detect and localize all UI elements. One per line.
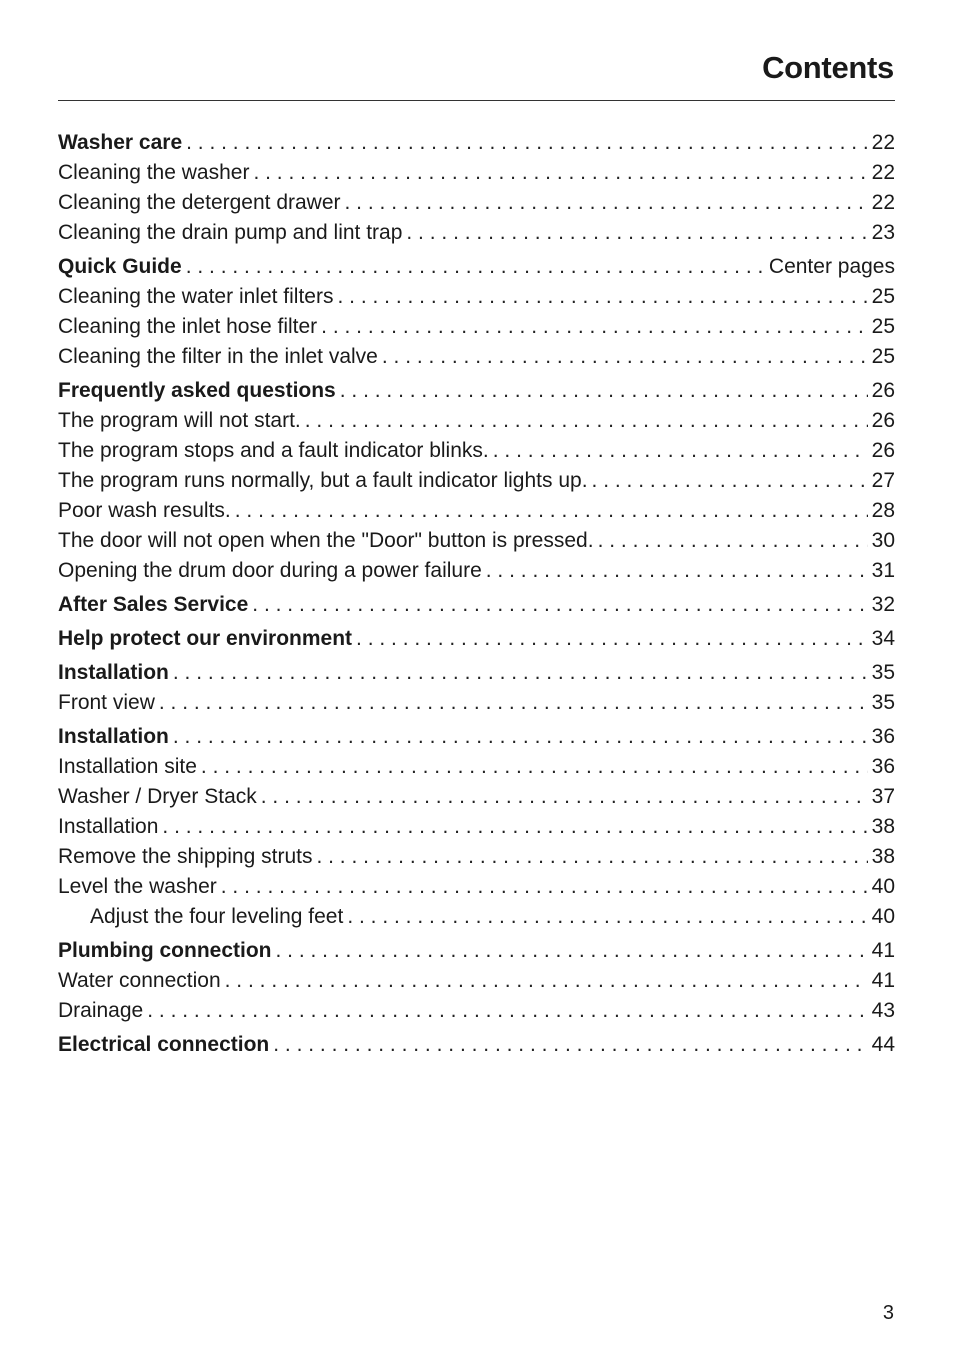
toc-entry-label: Electrical connection <box>58 1033 270 1056</box>
toc-entry <box>58 218 895 248</box>
toc-entry <box>58 556 895 586</box>
toc-entry-page: 23 <box>871 221 895 244</box>
toc-entry <box>58 436 895 466</box>
toc-entry-label: Cleaning the drain pump and lint trap <box>58 221 403 244</box>
toc-entry-label: Installation <box>58 661 169 684</box>
title-divider <box>58 100 895 101</box>
toc-entry-label: Adjust the four leveling feet <box>90 905 344 928</box>
toc-entry-page: 25 <box>871 285 895 308</box>
toc-leader-dots <box>147 996 867 1026</box>
toc-entry-page: 34 <box>871 627 895 650</box>
toc-leader-dots <box>486 556 868 586</box>
toc-entry-page: 37 <box>871 785 895 808</box>
toc-leader-dots <box>273 1030 867 1060</box>
toc-leader-dots <box>186 252 765 282</box>
toc-entry-page: 25 <box>871 315 895 338</box>
toc-entry-label: Washer / Dryer Stack <box>58 785 257 808</box>
toc-entry-page: 35 <box>871 661 895 684</box>
toc-entry <box>58 188 895 218</box>
toc-entry-page: 40 <box>871 905 895 928</box>
toc-section-entry <box>58 722 895 752</box>
toc-entry-page: 44 <box>871 1033 895 1056</box>
toc-leader-dots <box>592 466 868 496</box>
toc-section-entry <box>58 624 895 654</box>
toc-entry-page: 38 <box>871 845 895 868</box>
toc-leader-dots <box>321 312 867 342</box>
toc-entry-label: Installation <box>58 725 169 748</box>
toc-entry <box>58 158 895 188</box>
toc-entry-label: The program will not start. <box>58 409 301 432</box>
toc-leader-dots <box>261 782 868 812</box>
toc-entry-page: 36 <box>871 755 895 778</box>
toc-entry <box>58 282 895 312</box>
toc-leader-dots <box>186 128 868 158</box>
toc-entry-label: Quick Guide <box>58 255 182 278</box>
toc-entry <box>58 688 895 718</box>
toc-entry-label: After Sales Service <box>58 593 249 616</box>
toc-entry-page: 30 <box>871 529 895 552</box>
toc-entry <box>58 966 895 996</box>
toc-entry-page: 22 <box>871 191 895 214</box>
toc-entry-label: Drainage <box>58 999 144 1022</box>
toc-entry <box>58 872 895 902</box>
toc-entry-page: 35 <box>871 691 895 714</box>
toc-leader-dots <box>235 496 868 526</box>
toc-leader-dots <box>345 188 868 218</box>
toc-entry-label: Plumbing connection <box>58 939 272 962</box>
toc-entry-label: Cleaning the detergent drawer <box>58 191 341 214</box>
toc-entry-page: 43 <box>871 999 895 1022</box>
toc-entry-label: Help protect our environment <box>58 627 353 650</box>
toc-leader-dots <box>253 158 867 188</box>
toc-section-entry <box>58 1030 895 1060</box>
toc-entry-label: Cleaning the washer <box>58 161 250 184</box>
toc-entry-label: Installation <box>58 815 159 838</box>
toc-entry-page: 41 <box>871 969 895 992</box>
toc-leader-dots <box>347 902 867 932</box>
toc-leader-dots <box>340 376 868 406</box>
toc-entry-label: Cleaning the filter in the inlet valve <box>58 345 378 368</box>
toc-leader-dots <box>201 752 868 782</box>
toc-leader-dots <box>162 812 867 842</box>
toc-entry-page: 31 <box>871 559 895 582</box>
toc-entry <box>58 406 895 436</box>
toc-entry-label: Front view <box>58 691 155 714</box>
toc-leader-dots <box>276 936 868 966</box>
toc-entry-label: The program runs normally, but a fault indicator lights up. <box>58 469 588 492</box>
toc-section-entry <box>58 376 895 406</box>
toc-entry-page: 28 <box>871 499 895 522</box>
toc-entry-label: Washer care <box>58 131 183 154</box>
toc-section-entry <box>58 658 895 688</box>
toc-entry <box>58 466 895 496</box>
toc-entry <box>58 312 895 342</box>
toc-entry <box>58 902 895 932</box>
toc-entry-label: Cleaning the water inlet filters <box>58 285 334 308</box>
toc-entry-page: 26 <box>871 379 895 402</box>
toc-entry-label: Installation site <box>58 755 197 778</box>
toc-entry-label: Opening the drum door during a power failure <box>58 559 482 582</box>
toc-entry-label: Cleaning the inlet hose filter <box>58 315 318 338</box>
toc-leader-dots <box>598 526 868 556</box>
toc-entry-page: 38 <box>871 815 895 838</box>
toc-entry-page: 36 <box>871 725 895 748</box>
page-number: 3 <box>882 1302 894 1324</box>
toc-leader-dots <box>382 342 868 372</box>
toc-section-entry <box>58 128 895 158</box>
toc-leader-dots <box>305 406 868 436</box>
toc-leader-dots <box>337 282 867 312</box>
toc-leader-dots <box>316 842 867 872</box>
toc-entry <box>58 996 895 1026</box>
toc-entry <box>58 342 895 372</box>
toc-entry-label: Poor wash results. <box>58 499 231 522</box>
toc-leader-dots <box>356 624 868 654</box>
toc-entry-page: 25 <box>871 345 895 368</box>
toc-entry-page: 22 <box>871 131 895 154</box>
toc-entry-page: 32 <box>871 593 895 616</box>
toc-entry-label: The program stops and a fault indicator blinks. <box>58 439 489 462</box>
toc-leader-dots <box>221 872 868 902</box>
table-of-contents <box>58 128 895 1060</box>
toc-leader-dots <box>225 966 868 996</box>
toc-section-entry <box>58 590 895 620</box>
toc-entry-label: Remove the shipping struts <box>58 845 313 868</box>
toc-entry <box>58 752 895 782</box>
toc-entry <box>58 812 895 842</box>
page-title: Contents <box>762 50 894 85</box>
toc-entry-page: 22 <box>871 161 895 184</box>
toc-entry-label: Frequently asked questions <box>58 379 336 402</box>
toc-entry-label: The door will not open when the "Door" button is pressed. <box>58 529 594 552</box>
toc-entry-page: 27 <box>871 469 895 492</box>
toc-entry-page: 26 <box>871 409 895 432</box>
toc-entry-page: 40 <box>871 875 895 898</box>
toc-leader-dots <box>252 590 867 620</box>
toc-entry <box>58 526 895 556</box>
toc-entry-page: 26 <box>871 439 895 462</box>
toc-entry <box>58 782 895 812</box>
toc-entry <box>58 496 895 526</box>
toc-leader-dots <box>173 658 868 688</box>
toc-leader-dots <box>173 722 868 752</box>
toc-entry <box>58 842 895 872</box>
toc-section-entry <box>58 252 895 282</box>
toc-entry-page: Center pages <box>768 255 895 278</box>
toc-section-entry <box>58 936 895 966</box>
toc-entry-label: Level the washer <box>58 875 217 898</box>
toc-leader-dots <box>493 436 868 466</box>
toc-leader-dots <box>159 688 868 718</box>
toc-entry-page: 41 <box>871 939 895 962</box>
toc-entry-label: Water connection <box>58 969 221 992</box>
toc-leader-dots <box>406 218 867 248</box>
